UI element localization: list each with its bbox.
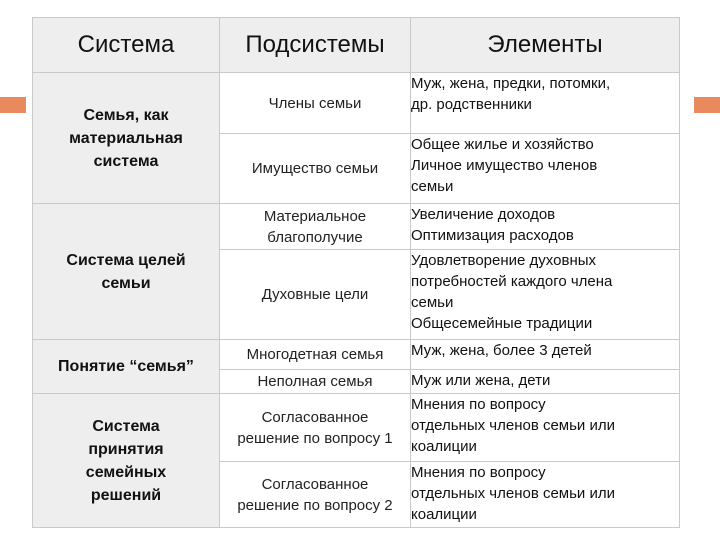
subsystem-label-line: Согласованное [261,475,369,493]
system-label-line: решений [90,486,162,504]
table-row [33,340,680,370]
subsystem-label-line: решение по вопросу 1 [237,429,393,447]
subsystem-label-line: Материальное [263,207,367,225]
system-label-line: материальная [69,129,183,147]
elements-cell [411,370,680,394]
element-line: коалиции [411,438,477,455]
element-line: потребностей каждого члена [411,273,613,290]
system-label-line: Система [92,417,160,435]
header-elements: Элементы [411,18,680,73]
element-line: Муж или жена, дети [411,372,551,389]
system-label-line: семейных [85,463,167,481]
elements-cell [411,340,680,370]
system-label-line: семьи [101,274,151,292]
subsystem-cell [220,394,411,462]
subsystem-label-line: Духовные цели [261,286,369,303]
element-line: Общее жилье и хозяйство [411,136,594,153]
system-cell [33,204,220,340]
system-label-line: Понятие “семья” [58,358,194,375]
decorative-accent-bar-right [694,97,720,113]
subsystem-cell [220,250,411,340]
subsystem-label-line: Неполная семья [257,373,373,390]
table-row [33,204,680,250]
element-line: Муж, жена, более 3 детей [411,342,592,359]
system-label-line: принятия [88,440,164,458]
elements-cell [411,250,680,340]
element-line: Удовлетворение духовных [411,252,597,269]
table-header-row [33,18,680,73]
subsystem-cell [220,462,411,528]
element-line: семьи [411,294,454,311]
subsystem-label-line: Имущество семьи [251,160,379,177]
subsystem-label-line: Члены семьи [268,94,362,112]
system-label-line: Система целей [66,251,186,269]
decorative-accent-bar-left [0,97,26,113]
element-line: коалиции [411,506,477,523]
element-line: Личное имущество членов [411,157,598,174]
element-line: семьи [411,178,454,195]
element-line: др. родственники [411,96,532,113]
family-systems-table [32,17,680,528]
subsystem-cell [220,340,411,370]
table-row [33,73,680,134]
elements-cell [411,462,680,528]
subsystem-cell [220,204,411,250]
element-line: Муж, жена, предки, потомки, [411,75,611,92]
subsystem-cell [220,370,411,394]
subsystem-cell [220,73,411,134]
header-system: Система [33,18,220,73]
table-row [33,394,680,462]
element-line: отдельных членов семьи или [411,417,615,434]
header-subsystems: Подсистемы [220,18,411,73]
system-cell [33,394,220,528]
system-label-line: система [93,152,159,170]
subsystem-label-line: благополучие [267,228,363,246]
system-label-line: Семья, как [83,106,169,124]
system-cell [33,73,220,204]
element-line: Мнения по вопросу [411,464,546,481]
elements-cell [411,204,680,250]
element-line: Общесемейные традиции [411,315,593,332]
element-line: Мнения по вопросу [411,396,546,413]
elements-cell [411,73,680,134]
subsystem-label-line: решение по вопросу 2 [237,496,393,514]
elements-cell [411,394,680,462]
elements-cell [411,134,680,204]
subsystem-label-line: Многодетная семья [246,346,384,363]
element-line: Оптимизация расходов [411,227,574,244]
element-line: Увеличение доходов [411,206,556,223]
element-line: отдельных членов семьи или [411,485,615,502]
system-cell [33,340,220,394]
subsystem-cell [220,134,411,204]
subsystem-label-line: Согласованное [261,408,369,426]
